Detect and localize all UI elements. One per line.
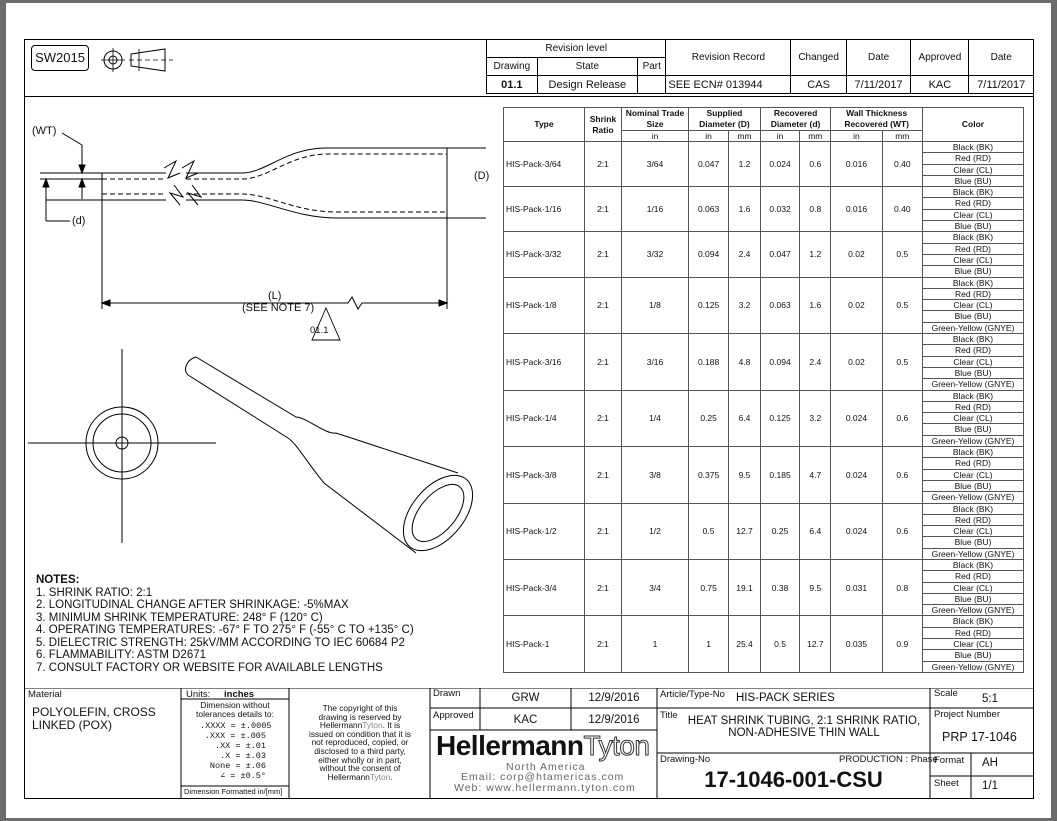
cell-ratio: 2:1	[585, 559, 622, 615]
tolerance-line: .X = ±.03	[220, 751, 266, 761]
cell-color: Black (BK)	[923, 559, 1024, 570]
cell-color: Black (BK)	[923, 187, 1024, 198]
copyright-block: The copyright of this drawing is reserved by HellermannTyton. It is issued on condition that it is not reproduced, copied, or disclosed to a third party, either wholly or in part, without the consent of HellermannTyton.	[309, 703, 411, 782]
tolerance-line: .XX = ±.01	[214, 741, 266, 751]
tube-end-and-iso-view	[6, 343, 486, 583]
cell-color: Blue (BU)	[923, 175, 1024, 186]
u-wall-mm: mm	[882, 131, 922, 142]
cell-color: Clear (CL)	[923, 582, 1024, 593]
cell-rmm: 12.7	[800, 616, 831, 672]
rev-changed: CAS	[791, 76, 846, 94]
tolerance-line: ∠ = ±0.5°	[220, 771, 266, 781]
cell-type: HIS-Pack-1/2	[504, 503, 585, 559]
table-row	[504, 187, 1024, 198]
cell-color: Red (RD)	[923, 514, 1024, 525]
cell-wmm: 0.8	[882, 559, 922, 615]
cell-color: Black (BK)	[923, 277, 1024, 288]
drawing-sheet	[6, 3, 1051, 818]
table-row	[504, 447, 1024, 458]
note-item: 3. MINIMUM SHRINK TEMPERATURE: 248° F (120° C)	[36, 611, 323, 624]
cell-win: 0.02	[831, 277, 882, 333]
cell-win: 0.031	[831, 559, 882, 615]
format-value: AH	[982, 757, 998, 769]
cell-color: Blue (BU)	[923, 266, 1024, 277]
cell-rin: 0.063	[760, 277, 799, 333]
drawn-date: 12/9/2016	[588, 692, 640, 704]
cell-size: 3/64	[622, 142, 689, 187]
revision-table	[486, 39, 1034, 94]
cell-rin: 0.5	[760, 616, 799, 672]
h-nominal: Nominal Trade Size	[622, 108, 689, 131]
cell-size: 3/16	[622, 334, 689, 390]
cell-color: Black (BK)	[923, 390, 1024, 401]
cell-color: Red (RD)	[923, 288, 1024, 299]
cell-sin: 0.188	[689, 334, 729, 390]
cell-color: Blue (BU)	[923, 650, 1024, 661]
tolerance-list	[200, 721, 272, 781]
u-rec-mm: mm	[800, 131, 831, 142]
web-label: Web: www.hellermann.tyton.com	[454, 782, 636, 794]
cell-color: Blue (BU)	[923, 480, 1024, 491]
cell-smm: 6.4	[729, 390, 761, 446]
sheet-value: 1/1	[982, 780, 998, 792]
cell-color: Green-Yellow (GNYE)	[923, 322, 1024, 333]
cell-type: HIS-Pack-3/4	[504, 559, 585, 615]
spec-table	[503, 107, 1024, 673]
rev-part-header: Part	[638, 58, 666, 76]
cell-smm: 1.2	[729, 142, 761, 187]
cell-size: 1/8	[622, 277, 689, 333]
cell-sin: 1	[689, 616, 729, 672]
cell-color: Clear (CL)	[923, 526, 1024, 537]
rev-date: 7/11/2017	[846, 76, 911, 94]
tolerance-line: .XXXX = ±.0005	[200, 721, 272, 731]
table-row	[504, 616, 1024, 627]
cell-color: Blue (BU)	[923, 367, 1024, 378]
note-item: 1. SHRINK RATIO: 2:1	[36, 586, 153, 599]
cell-wmm: 0.6	[882, 503, 922, 559]
cell-color: Green-Yellow (GNYE)	[923, 548, 1024, 559]
cell-win: 0.02	[831, 334, 882, 390]
cell-color: Black (BK)	[923, 616, 1024, 627]
material-value-1: POLYOLEFIN, CROSS	[32, 705, 156, 719]
cell-win: 0.016	[831, 142, 882, 187]
wt-label: (WT)	[32, 125, 57, 137]
table-row	[504, 503, 1024, 514]
cell-sin: 0.25	[689, 390, 729, 446]
cell-color: Blue (BU)	[923, 593, 1024, 604]
format-label: Format	[934, 755, 965, 766]
cell-smm: 4.8	[729, 334, 761, 390]
units-value: inches	[224, 689, 255, 700]
table-row	[504, 390, 1024, 401]
cell-smm: 3.2	[729, 277, 761, 333]
email-label: Email: corp@htamericas.com	[461, 771, 625, 783]
cell-size: 1/4	[622, 390, 689, 446]
cell-type: HIS-Pack-1/4	[504, 390, 585, 446]
cell-smm: 9.5	[729, 447, 761, 503]
note-item: 4. OPERATING TEMPERATURES: -67° F TO 275° F (-55° C TO +135° C)	[36, 624, 414, 636]
note-item: 7. CONSULT FACTORY OR WEBSITE FOR AVAILABLE LENGTHS	[36, 661, 383, 674]
tol-title: Dimension without tolerances details to:	[196, 700, 274, 719]
rev-approved: KAC	[911, 76, 969, 94]
table-row	[504, 334, 1024, 345]
cell-type: HIS-Pack-3/64	[504, 142, 585, 187]
cell-win: 0.035	[831, 616, 882, 672]
cell-color: Clear (CL)	[923, 254, 1024, 265]
h-wall: Wall Thickness Recovered (WT)	[831, 108, 923, 131]
u-sup-in: in	[689, 131, 729, 142]
cell-color: Clear (CL)	[923, 469, 1024, 480]
cell-rin: 0.047	[760, 232, 799, 277]
cell-sin: 0.094	[689, 232, 729, 277]
cell-wmm: 0.5	[882, 277, 922, 333]
cell-type: HIS-Pack-1/8	[504, 277, 585, 333]
cell-color: Blue (BU)	[923, 537, 1024, 548]
cell-win: 0.02	[831, 232, 882, 277]
drawing-number: 17-1046-001-CSU	[704, 767, 883, 792]
cell-win: 0.024	[831, 503, 882, 559]
cell-rin: 0.032	[760, 187, 799, 232]
scale-value: 5:1	[982, 693, 998, 705]
cell-color: Red (RD)	[923, 198, 1024, 209]
cell-ratio: 2:1	[585, 503, 622, 559]
cell-rin: 0.38	[760, 559, 799, 615]
cell-wmm: 0.5	[882, 232, 922, 277]
cell-rin: 0.125	[760, 390, 799, 446]
cell-color: Black (BK)	[923, 232, 1024, 243]
cell-color: Clear (CL)	[923, 356, 1024, 367]
cell-smm: 19.1	[729, 559, 761, 615]
project-label: Project Number	[934, 709, 1000, 720]
cell-color: Blue (BU)	[923, 311, 1024, 322]
cell-smm: 25.4	[729, 616, 761, 672]
cell-rmm: 4.7	[800, 447, 831, 503]
cell-ratio: 2:1	[585, 142, 622, 187]
cell-ratio: 2:1	[585, 390, 622, 446]
cell-rmm: 6.4	[800, 503, 831, 559]
article-label: Article/Type-No	[660, 689, 725, 700]
drawn-by: GRW	[511, 692, 540, 704]
cell-win: 0.016	[831, 187, 882, 232]
cell-color: Red (RD)	[923, 153, 1024, 164]
cell-size: 3/4	[622, 559, 689, 615]
rev-drawing-header: Drawing	[487, 58, 538, 76]
rev-part	[638, 76, 666, 94]
cell-rmm: 1.6	[800, 277, 831, 333]
cell-type: HIS-Pack-1	[504, 616, 585, 672]
cell-sin: 0.063	[689, 187, 729, 232]
h-color: Color	[923, 108, 1024, 142]
cell-color: Red (RD)	[923, 571, 1024, 582]
cell-wmm: 0.6	[882, 390, 922, 446]
notes-title: NOTES:	[36, 574, 80, 586]
cell-color: Clear (CL)	[923, 209, 1024, 220]
material-label: Material	[28, 689, 62, 700]
rev-approved-header: Approved	[911, 40, 969, 76]
cell-rin: 0.094	[760, 334, 799, 390]
cell-ratio: 2:1	[585, 277, 622, 333]
production-label: PRODUCTION : Phase	[839, 754, 938, 765]
cell-color: Green-Yellow (GNYE)	[923, 435, 1024, 446]
note-item: 2. LONGITUDINAL CHANGE AFTER SHRINKAGE: -5%MAX	[36, 599, 349, 611]
table-row	[504, 232, 1024, 243]
cell-smm: 12.7	[729, 503, 761, 559]
cell-win: 0.024	[831, 447, 882, 503]
cell-sin: 0.5	[689, 503, 729, 559]
cell-size: 1	[622, 616, 689, 672]
material-value-2: LINKED (POX)	[32, 718, 113, 732]
table-row	[504, 277, 1024, 288]
cell-color: Clear (CL)	[923, 413, 1024, 424]
cell-rmm: 2.4	[800, 334, 831, 390]
d-upper-label: (D)	[474, 170, 490, 182]
cell-size: 1/2	[622, 503, 689, 559]
cell-smm: 2.4	[729, 232, 761, 277]
cell-color: Blue (BU)	[923, 424, 1024, 435]
cell-type: HIS-Pack-3/32	[504, 232, 585, 277]
u-nominal-in: in	[622, 131, 689, 142]
cell-rmm: 0.6	[800, 142, 831, 187]
cell-color: Clear (CL)	[923, 300, 1024, 311]
cell-wmm: 0.40	[882, 142, 922, 187]
rev-state: Design Release	[537, 76, 637, 94]
h-type: Type	[504, 108, 585, 142]
cell-rmm: 1.2	[800, 232, 831, 277]
see-note-label: (SEE NOTE 7)	[242, 302, 315, 314]
h-supplied: Supplied Diameter (D)	[689, 108, 761, 131]
sw-badge: SW2015	[31, 45, 89, 71]
units-label: Units:	[186, 689, 211, 700]
title-value: HEAT SHRINK TUBING, 2:1 SHRINK RATIO, NON-ADHESIVE THIN WALL	[687, 715, 921, 739]
h-shrink: Shrink Ratio	[585, 108, 622, 142]
tolerance-line: .XXX = ±.005	[204, 731, 266, 741]
region-label: North America	[506, 761, 586, 773]
cell-ratio: 2:1	[585, 334, 622, 390]
cell-color: Red (RD)	[923, 243, 1024, 254]
cell-color: Green-Yellow (GNYE)	[923, 492, 1024, 503]
cell-rmm: 3.2	[800, 390, 831, 446]
cell-size: 3/8	[622, 447, 689, 503]
approved-by: KAC	[513, 714, 538, 726]
rev-record: SEE ECN# 013944	[666, 76, 791, 94]
projection-symbol-icon	[99, 41, 199, 81]
note-item: 5. DIELECTRIC STRENGTH: 25kV/MM ACCORDING TO IEC 60684 P2	[36, 636, 405, 649]
rev-triangle-label: 01.1	[310, 325, 329, 336]
cell-color: Black (BK)	[923, 503, 1024, 514]
cell-sin: 0.047	[689, 142, 729, 187]
cell-color: Black (BK)	[923, 142, 1024, 153]
table-row	[504, 142, 1024, 153]
cell-color: Green-Yellow (GNYE)	[923, 605, 1024, 616]
cell-wmm: 0.40	[882, 187, 922, 232]
d-lower-label: (d)	[72, 215, 86, 227]
cell-color: Red (RD)	[923, 401, 1024, 412]
note-item: 6. FLAMMABILITY: ASTM D2671	[36, 649, 207, 661]
u-rec-in: in	[760, 131, 799, 142]
rev-date-header: Date	[846, 40, 911, 76]
cell-rin: 0.185	[760, 447, 799, 503]
cell-color: Clear (CL)	[923, 164, 1024, 175]
u-wall-in: in	[831, 131, 882, 142]
table-row	[504, 559, 1024, 570]
cell-ratio: 2:1	[585, 187, 622, 232]
cell-ratio: 2:1	[585, 232, 622, 277]
sheet-label: Sheet	[934, 778, 959, 789]
cell-color: Red (RD)	[923, 345, 1024, 356]
divider-line	[24, 96, 1034, 97]
dim-formatted: Dimension Formatted in/[mm]	[184, 787, 283, 796]
h-recovered: Recovered Diameter (d)	[760, 108, 831, 131]
cell-color: Green-Yellow (GNYE)	[923, 661, 1024, 672]
cell-rmm: 0.8	[800, 187, 831, 232]
cell-wmm: 0.6	[882, 447, 922, 503]
cell-color: Red (RD)	[923, 627, 1024, 638]
cell-color: Black (BK)	[923, 447, 1024, 458]
u-sup-mm: mm	[729, 131, 761, 142]
rev-changed-header: Changed	[791, 40, 846, 76]
cell-type: HIS-Pack-3/8	[504, 447, 585, 503]
scale-label: Scale	[934, 688, 958, 699]
cell-type: HIS-Pack-1/16	[504, 187, 585, 232]
drawn-label: Drawn	[433, 688, 461, 699]
rev-state-header: State	[537, 58, 637, 76]
cell-color: Black (BK)	[923, 334, 1024, 345]
article-value: HIS-PACK SERIES	[736, 692, 835, 704]
notes-block	[36, 574, 414, 674]
rev-drawing: 01.1	[487, 76, 538, 94]
cell-sin: 0.125	[689, 277, 729, 333]
rev-record-header: Revision Record	[666, 40, 791, 76]
cell-color: Blue (BU)	[923, 221, 1024, 232]
company-logo: HellermannTyton	[436, 730, 650, 761]
approved-label: Approved	[433, 710, 474, 721]
title-label: Title	[660, 710, 678, 721]
cell-wmm: 0.5	[882, 334, 922, 390]
rev-date2-header: Date	[969, 40, 1034, 76]
drawingno-label: Drawing-No	[660, 754, 711, 765]
cell-wmm: 0.9	[882, 616, 922, 672]
cell-sin: 0.375	[689, 447, 729, 503]
rev-date2: 7/11/2017	[969, 76, 1034, 94]
cell-size: 3/32	[622, 232, 689, 277]
approved-date: 12/9/2016	[588, 714, 640, 726]
project-value: PRP 17-1046	[942, 730, 1017, 744]
cell-color: Green-Yellow (GNYE)	[923, 379, 1024, 390]
cell-ratio: 2:1	[585, 616, 622, 672]
cell-rin: 0.25	[760, 503, 799, 559]
cell-sin: 0.75	[689, 559, 729, 615]
cell-color: Red (RD)	[923, 458, 1024, 469]
rev-level-header: Revision level	[487, 40, 666, 58]
cell-size: 1/16	[622, 187, 689, 232]
cell-smm: 1.6	[729, 187, 761, 232]
cell-rin: 0.024	[760, 142, 799, 187]
tolerance-line: None = ±.06	[209, 761, 266, 771]
cell-type: HIS-Pack-3/16	[504, 334, 585, 390]
l-label: (L)	[268, 290, 282, 302]
cell-color: Clear (CL)	[923, 639, 1024, 650]
cell-rmm: 9.5	[800, 559, 831, 615]
cell-ratio: 2:1	[585, 447, 622, 503]
cell-win: 0.024	[831, 390, 882, 446]
